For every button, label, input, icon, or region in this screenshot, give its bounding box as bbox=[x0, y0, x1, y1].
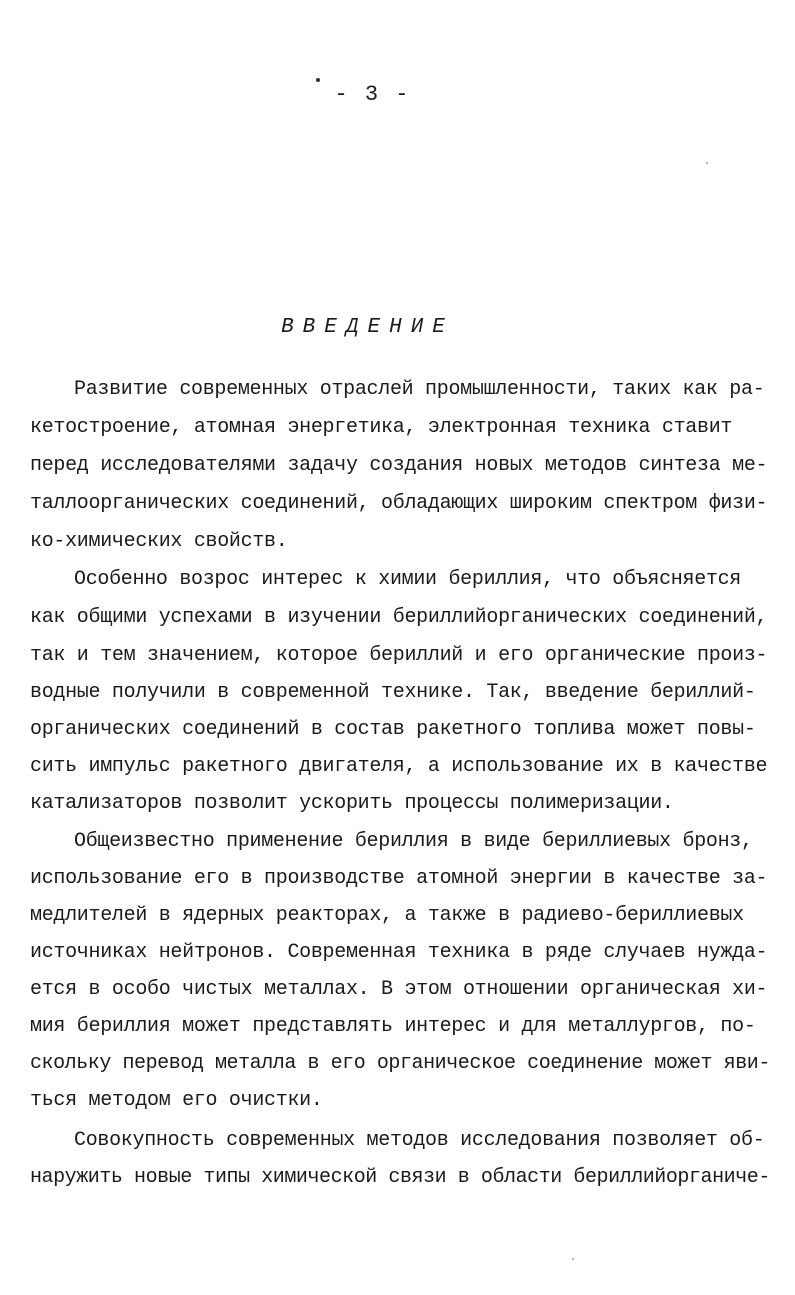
scan-speck bbox=[706, 162, 708, 164]
paragraph-3-line-4: источниках нейтронов. Современная техника в ряде случаев нужда- bbox=[30, 941, 768, 964]
section-heading: ВВЕДЕНИЕ bbox=[281, 316, 454, 339]
paragraph-2-line-1: Особенно возрос интерес к химии бериллия, что объясняется bbox=[74, 568, 742, 591]
paragraph-1-line-1: Развитие современных отраслей промышленности, таких как ра- bbox=[74, 378, 765, 401]
paragraph-1-line-5: ко-химических свойств. bbox=[30, 530, 288, 553]
paragraph-2-line-3: так и тем значением, которое бериллий и его органические произ- bbox=[30, 644, 768, 667]
paragraph-2-line-4: водные получили в современной технике. Так, введение бериллий- bbox=[30, 681, 756, 704]
paragraph-2-line-2: как общими успехами в изучении бериллийорганических соединений, bbox=[30, 606, 768, 629]
paragraph-3-line-2: использование его в производстве атомной энергии в качестве за- bbox=[30, 867, 768, 890]
paragraph-3-line-8: ться методом его очистки. bbox=[30, 1089, 323, 1112]
paragraph-3-line-1: Общеизвестно применение бериллия в виде бериллиевых бронз, bbox=[74, 830, 753, 853]
paragraph-1-line-4: таллоорганических соединений, обладающих широким спектром физи- bbox=[30, 492, 768, 515]
paragraph-2-line-7: катализаторов позволит ускорить процессы полимеризации. bbox=[30, 792, 674, 815]
paragraph-3-line-3: медлителей в ядерных реакторах, а также в радиево-бериллиевых bbox=[30, 904, 744, 927]
scan-speck bbox=[572, 1258, 574, 1260]
paragraph-3-line-7: скольку перевод металла в его органическое соединение может яви- bbox=[30, 1052, 770, 1075]
paragraph-4-line-1: Совокупность современных методов исследования позволяет об- bbox=[74, 1129, 765, 1152]
page-number: - 3 - bbox=[334, 82, 411, 107]
paragraph-3-line-5: ется в особо чистых металлах. В этом отношении органическая хи- bbox=[30, 978, 768, 1001]
paragraph-3-line-6: мия бериллия может представлять интерес и для металлургов, по- bbox=[30, 1015, 756, 1038]
paragraph-2-line-6: сить импульс ракетного двигателя, а использование их в качестве bbox=[30, 755, 768, 778]
paragraph-4-line-2: наружить новые типы химической связи в области бериллийорганиче- bbox=[30, 1166, 770, 1189]
paragraph-1-line-3: перед исследователями задачу создания новых методов синтеза ме- bbox=[30, 454, 768, 477]
paragraph-1-line-2: кетостроение, атомная энергетика, электронная техника ставит bbox=[30, 416, 733, 439]
paragraph-2-line-5: органических соединений в состав ракетного топлива может повы- bbox=[30, 718, 756, 741]
